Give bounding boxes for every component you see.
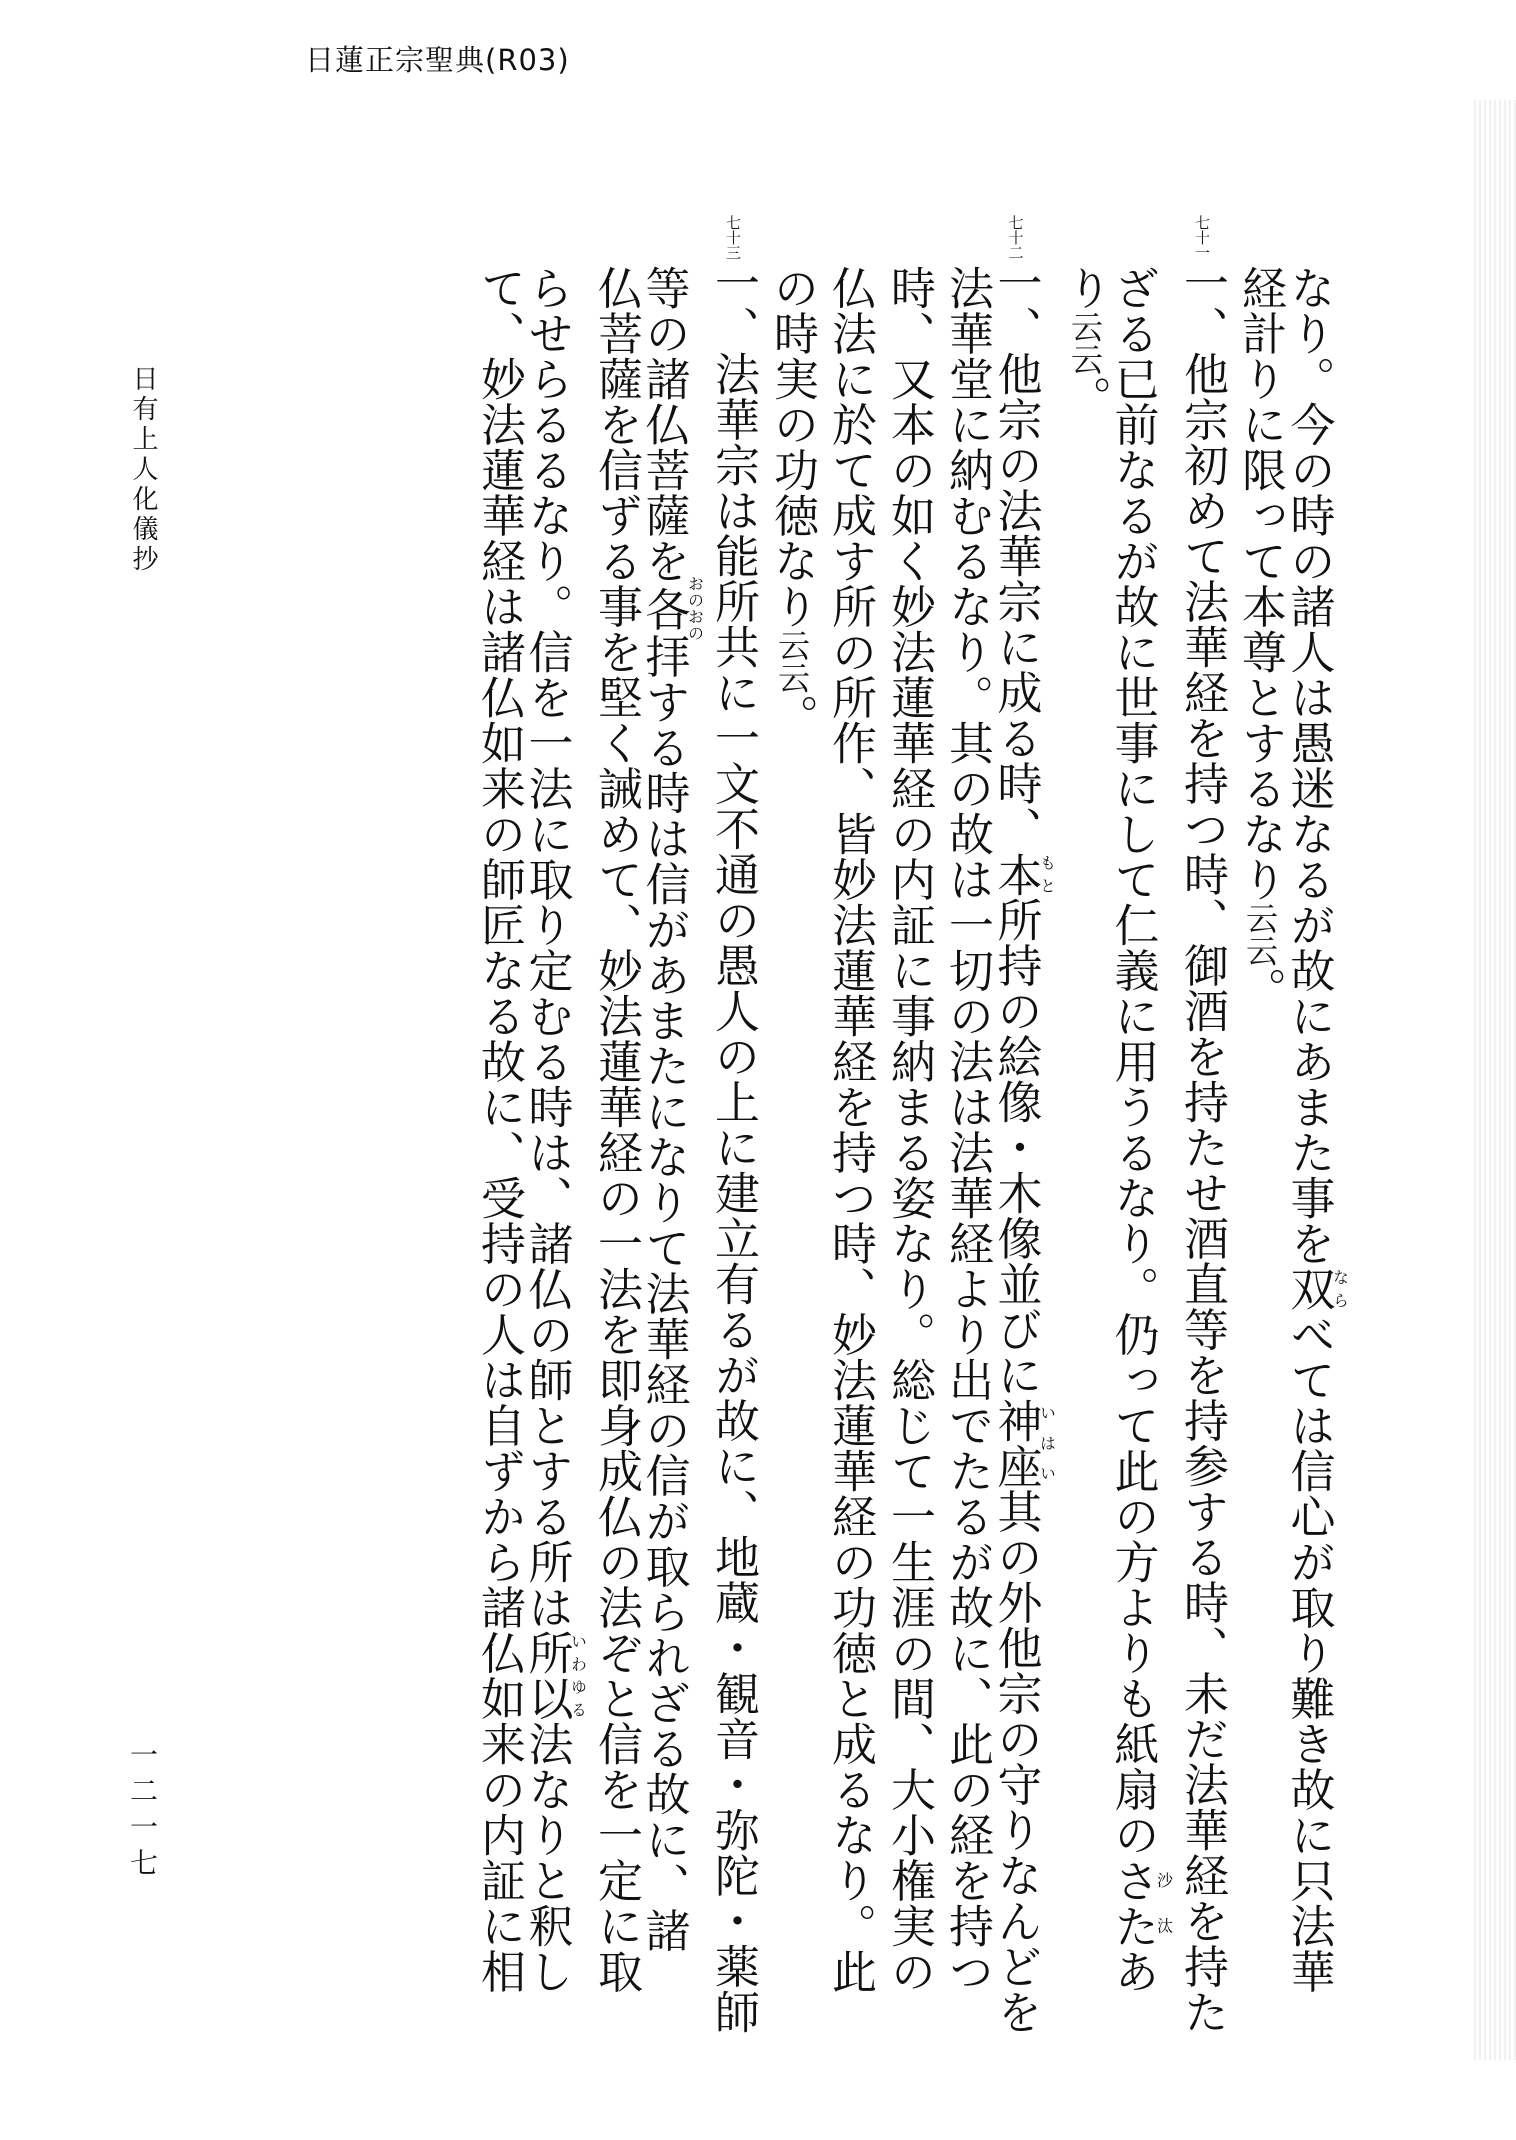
scan-edge-shadow: [1474, 100, 1516, 2060]
text-column-7: 法華堂に納むるなり。其の故は一切の法は法華経より出でたるが故に、此の経を持つ: [941, 265, 994, 1994]
text-column-8: 時、又本の如く妙法蓮華経の内証に事納まる姿なり。総じて一生涯の間、大小権実の: [883, 265, 936, 1994]
unun-mark: 云云: [773, 629, 811, 694]
unun-mark: 云云: [1066, 310, 1104, 376]
text-column-3: 七十一一、他宗初めて法華経を持つ時、御酒を持たせ酒直等を持参する時、未だ法華経を持た: [1176, 215, 1229, 2035]
book-title: 日有上人化儀抄: [128, 365, 158, 575]
text-column-14: らせらるるなり。信を一法に取り定むる時は、諸仏の師とする所は所以いわゆる法なりと釈し: [520, 265, 588, 1994]
page-header: 日蓮正宗聖典(R03): [305, 43, 570, 77]
text-column-6: 七十二一、他宗の法華宗に成る時、本もと所持の絵像・木像並びに神座いはい其の外他宗の守りなんどを: [989, 215, 1057, 2035]
ruby-annotated-text: 各おのおの: [637, 575, 705, 642]
ruby-annotated-text: さた沙汰: [1106, 1857, 1174, 1949]
text-column-11: 七十三一、法華宗は能所共に一文不通の愚人の上に建立有るが故に、地蔵・観音・弥陀・薬師: [707, 215, 760, 2035]
item-number: 七十三: [724, 215, 742, 260]
text-column-12: 等の諸仏菩薩を各おのおの拝する時は信があまたになりて法華経の信が取られざる故に、諸: [637, 265, 705, 1953]
text-column-4: ざる已前なるが故に世事にして仁義に用うるなり。仍って此の方よりも紙扇のさた沙汰あ: [1106, 265, 1174, 1994]
item-number: 七十二: [1006, 215, 1025, 260]
text-column-5: り云云。: [1059, 265, 1112, 421]
text-column-9: 仏法に於て成す所の所作、皆妙法蓮華経を持つ時、妙法蓮華経の功徳と成るなり。此: [824, 265, 877, 1994]
text-column-2: 経計りに限って本尊とするなり云云。: [1234, 265, 1287, 1013]
ruby-annotated-text: 双なら: [1282, 1266, 1350, 1312]
text-column-10: の時実の功徳なり云云。: [766, 265, 819, 740]
text-column-13: 仏菩薩を信ずる事を堅く誡めて、妙法蓮華経の一法を即身成仏の法ぞと信を一定に取: [590, 265, 643, 1994]
ruby-annotated-text: 本もと: [989, 851, 1057, 897]
ruby-annotated-text: 所以いわゆる: [520, 1630, 588, 1721]
ruby-annotated-text: 神座いはい: [989, 1397, 1057, 1489]
item-number: 七十一: [1193, 215, 1211, 260]
text-column-15: て、妙法蓮華経は諸仏如来の師匠なる故に、受持の人は自ずから諸仏如来の内証に相: [473, 265, 526, 1994]
page-number: 一二一七: [126, 1740, 159, 1884]
unun-mark: 云云: [1241, 902, 1279, 967]
text-column-1: なり。今の時の諸人は愚迷なるが故にあまた事を双ならべては信心が取り難き故に只法華: [1282, 265, 1350, 1994]
